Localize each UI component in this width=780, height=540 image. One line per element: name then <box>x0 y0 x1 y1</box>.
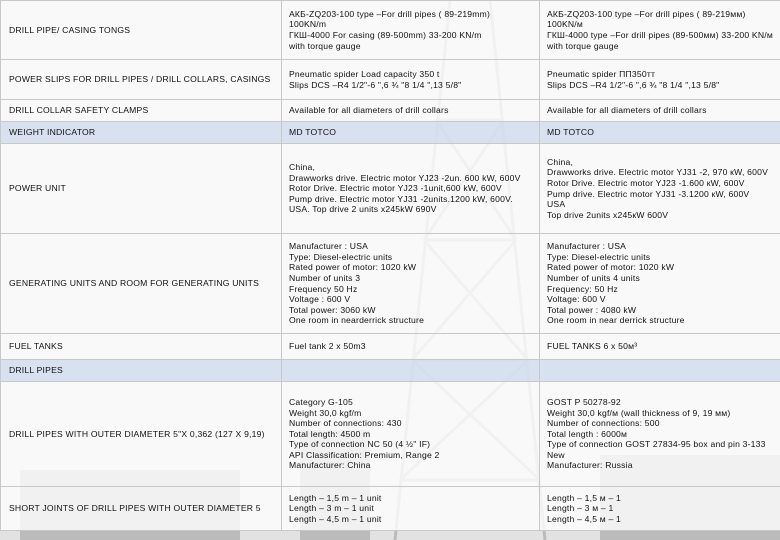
spec-cell <box>540 360 780 382</box>
spec-cell: GOST P 50278-92 Weight 30,0 kgf/м (wall thickness of 9, 19 мм) Number of connections: 500 Total length : 6000м Type of connection GOST 27834-95 box and pin 3-133 New Manufacturer: Russia <box>540 382 780 487</box>
table-row <box>1 334 780 360</box>
spec-cell: MD TOTCO <box>540 122 780 144</box>
table-row <box>1 360 780 382</box>
row-label: DRILL PIPE/ CASING TONGS <box>1 1 282 60</box>
spec-cell: Pneumatic spider Load capacity 350 t Slips DCS –R4 1/2"-6 ",6 ¾ "8 1/4 ",13 5/8" <box>282 60 540 100</box>
spec-cell <box>282 360 540 382</box>
row-label: WEIGHT INDICATOR <box>1 122 282 144</box>
spec-cell: Manufacturer : USA Type: Diesel-electric units Rated power of motor: 1020 kW Number of units 4 units Frequency: 50 Hz Voltage: 600 V Total power : 4080 kW One room in near derrick structure <box>540 234 780 334</box>
row-label: DRILL PIPES <box>1 360 282 382</box>
table-row <box>1 144 780 234</box>
spec-cell: Available for all diameters of drill collars <box>540 100 780 122</box>
table-row <box>1 234 780 334</box>
spec-cell: Fuel tank 2 х 50m3 <box>282 334 540 360</box>
row-label: POWER SLIPS FOR DRILL PIPES / DRILL COLLARS, CASINGS <box>1 60 282 100</box>
spec-cell: Available for all diameters of drill collars <box>282 100 540 122</box>
table-row <box>1 60 780 100</box>
table-row <box>1 100 780 122</box>
spec-cell: Manufacturer : USA Type: Diesel-electric units Rated power of motor: 1020 kW Number of units 3 Frequency 50 Hz Voltage : 600 V Total power: 3060 kW One room in nearderrick structure <box>282 234 540 334</box>
spec-cell: Length – 1,5 м – 1 Length – 3 м – 1 Length – 4,5 м – 1 <box>540 487 780 531</box>
row-label: DRILL COLLAR SAFETY CLAMPS <box>1 100 282 122</box>
spec-cell: АКБ-ZQ203-100 type –For drill pipes ( 89-219мм) 100KN/м ГКШ-4000 type –For drill pipes (89-500мм) 33-200 KN/м with torque gauge <box>540 1 780 60</box>
spec-cell: FUEL TANKS 6 х 50м³ <box>540 334 780 360</box>
spec-cell: Pneumatic spider ПП350тт Slips DCS –R4 1/2"-6 ",6 ¾ "8 1/4 ",13 5/8" <box>540 60 780 100</box>
row-label: POWER UNIT <box>1 144 282 234</box>
spec-cell: China, Drawworks drive. Electric motor YJ23 -2un. 600 kW, 600V Rotor Drive. Electric motor YJ23 -1unit,600 kW, 600V Pump drive. Electric motor YJ31 -2units.1200 kW, 600V. USA. Top drive 2 units х245kW 690V <box>282 144 540 234</box>
row-label: SHORT JOINTS OF DRILL PIPES WITH OUTER DIAMETER 5 <box>1 487 282 531</box>
spec-cell: АКБ-ZQ203-100 type –For drill pipes ( 89-219mm) 100KN/m ГКШ-4000 For casing (89-500mm) 33-200 KN/m with torque gauge <box>282 1 540 60</box>
spec-cell: MD TOTCO <box>282 122 540 144</box>
table-row <box>1 1 780 60</box>
spec-cell: Category G-105 Weight 30,0 kgf/m Number of connections: 430 Total length: 4500 m Type of connection NC 50 (4 ½" IF) API Classification: Premium, Range 2 Manufacturer: China <box>282 382 540 487</box>
table-row <box>1 122 780 144</box>
spec-cell: China, Drawworks drive. Electric motor YJ31 -2, 970 кW, 600V Rotor Drive. Electric motor YJ23 -1.600 кW, 600V Pump drive. Electric motor YJ31 -3.1200 кW, 600V USA Top drive 2units х245кW 600V <box>540 144 780 234</box>
table-row <box>1 382 780 487</box>
table-row <box>1 487 780 531</box>
row-label: FUEL TANKS <box>1 334 282 360</box>
spec-cell: Length – 1,5 m – 1 unit Length – 3 m – 1 unit Length – 4,5 m – 1 unit <box>282 487 540 531</box>
row-label: DRILL PIPES WITH OUTER DIAMETER 5"X 0,362 (127 X 9,19) <box>1 382 282 487</box>
row-label: GENERATING UNITS AND ROOM FOR GENERATING UNITS <box>1 234 282 334</box>
